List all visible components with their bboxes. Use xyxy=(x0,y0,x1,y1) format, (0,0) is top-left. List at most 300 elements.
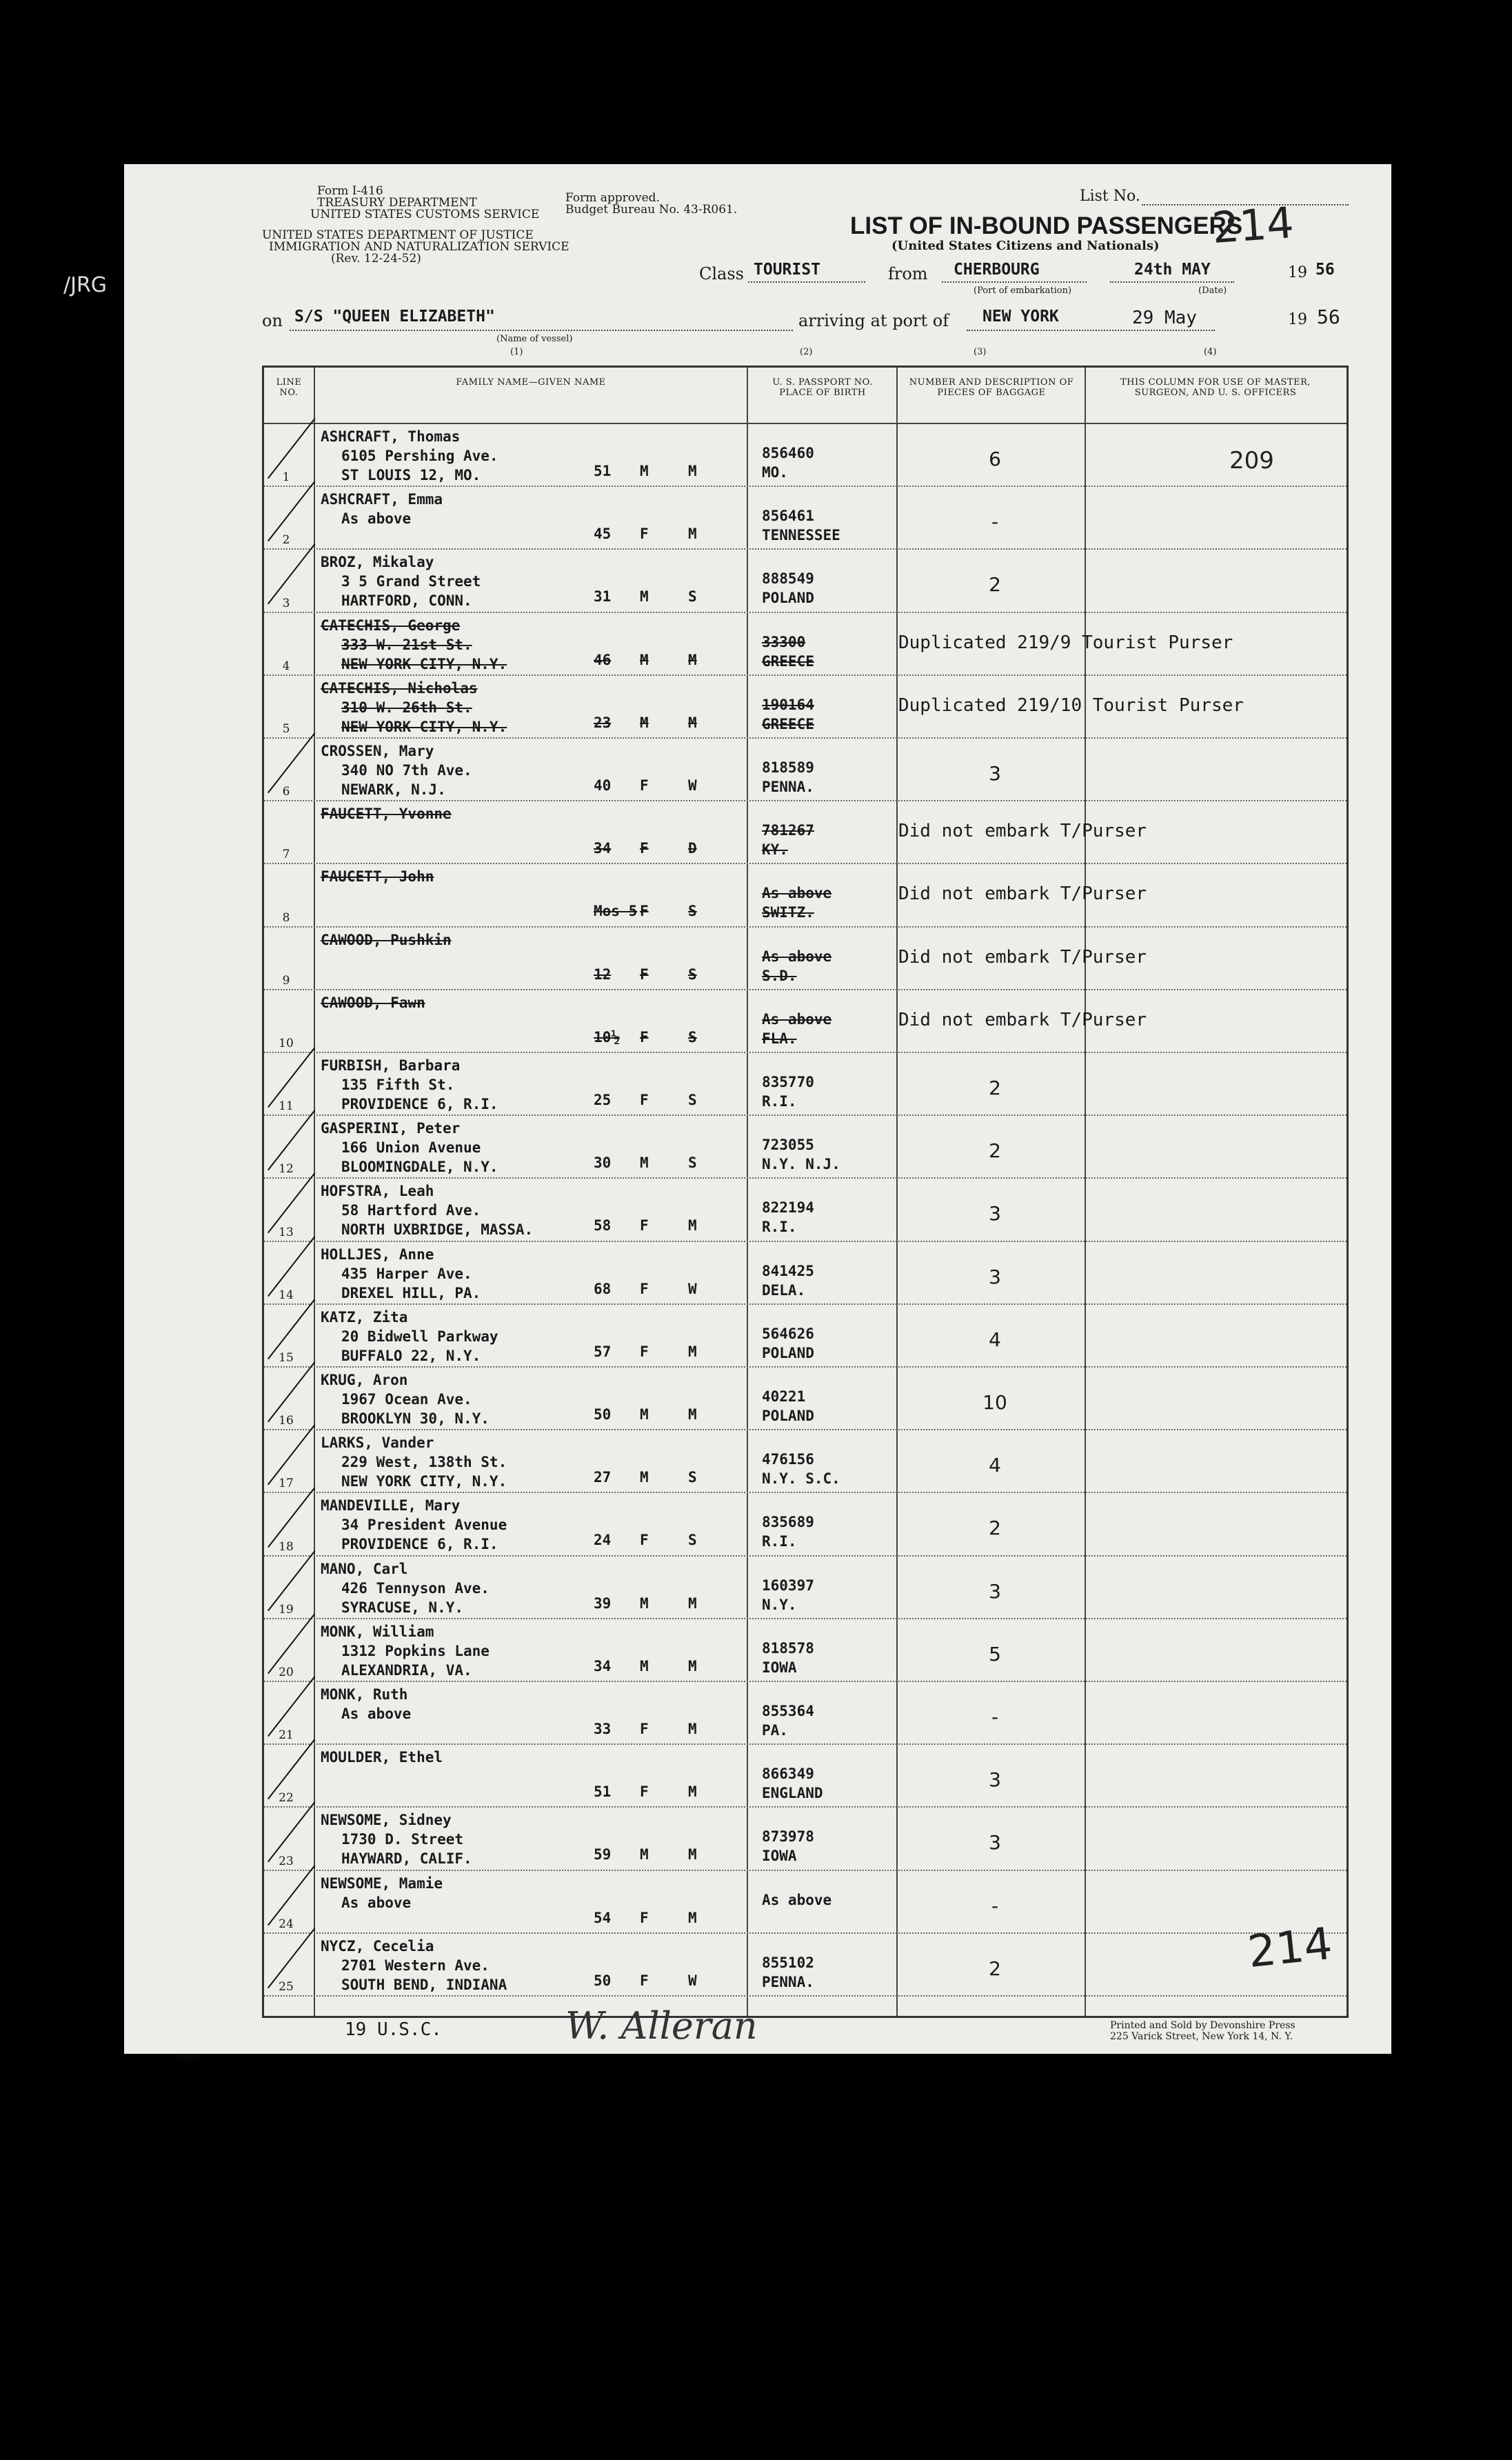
place-of-birth: R.I. xyxy=(762,1533,797,1550)
passport-birthplace xyxy=(762,947,831,986)
sex: M xyxy=(640,1594,649,1612)
checkmark-slash xyxy=(268,1173,315,1234)
sex: F xyxy=(640,1280,649,1297)
marital-status: M xyxy=(688,1594,697,1612)
age: 45 xyxy=(594,526,612,543)
baggage-count: 3 xyxy=(989,1202,1001,1226)
sex: F xyxy=(640,1783,649,1801)
baggage-count: - xyxy=(991,510,999,534)
baggage-count: 2 xyxy=(989,1517,1001,1540)
address-line-2: SOUTH BEND, INDIANA xyxy=(341,1976,507,1993)
passport-birthplace xyxy=(762,1261,814,1300)
col-num-4: (4) xyxy=(1204,347,1217,357)
passport-number: 564626 xyxy=(762,1325,814,1342)
passport-number: As above xyxy=(762,885,832,902)
passenger-name: FURBISH, Barbara xyxy=(321,1057,461,1074)
line-number: 24 xyxy=(279,1917,294,1931)
sex: M xyxy=(640,1657,649,1674)
age: 24 xyxy=(594,1532,612,1549)
document-subtitle: (United States Citizens and Nationals) xyxy=(891,239,1160,253)
passenger-name: CROSSEN, Mary xyxy=(321,743,434,759)
sex: F xyxy=(640,1532,649,1549)
address-line-1: 310 W. 26th St. xyxy=(341,699,472,716)
address-line-1: As above xyxy=(341,1894,412,1911)
passport-birthplace xyxy=(762,569,814,608)
passport-birthplace xyxy=(762,1450,840,1488)
marital-status: S xyxy=(688,1532,697,1549)
table-row xyxy=(264,1743,1347,1806)
checkmark-slash xyxy=(268,1802,315,1863)
marital-status: M xyxy=(688,526,697,543)
passenger-name: KATZ, Zita xyxy=(321,1308,408,1326)
line-number: 16 xyxy=(279,1414,294,1428)
passenger-name: FAUCETT, Yvonne xyxy=(321,806,452,823)
address-line-2: BLOOMINGDALE, N.Y. xyxy=(341,1159,498,1176)
line-number: 7 xyxy=(282,848,290,862)
marital-status: M xyxy=(688,1343,697,1360)
sex: M xyxy=(640,1469,649,1486)
place-of-birth: N.Y. N.J. xyxy=(762,1156,840,1173)
passport-birthplace xyxy=(762,443,814,482)
line-number: 22 xyxy=(279,1791,294,1806)
marital-status: M xyxy=(688,1217,697,1234)
stamp-209: 209 xyxy=(1229,447,1274,474)
place-of-birth: N.Y. xyxy=(762,1596,797,1613)
table-row xyxy=(264,674,1347,737)
checkmark-slash xyxy=(268,418,315,479)
marital-status: D xyxy=(688,840,697,857)
address-line-1: 20 Bidwell Parkway xyxy=(341,1328,498,1345)
col-line-no: LINE NO. xyxy=(276,377,302,398)
form-number: Form I-416 xyxy=(317,184,383,198)
passport-birthplace xyxy=(762,1639,814,1677)
passenger-name-address xyxy=(321,616,507,674)
address-line-1: 1730 D. Street xyxy=(341,1831,464,1848)
baggage-count: - xyxy=(991,1894,999,1917)
marital-status: S xyxy=(688,903,697,920)
passport-number: 822194 xyxy=(762,1199,814,1217)
line-number: 13 xyxy=(279,1225,294,1239)
passenger-name-address xyxy=(321,1119,498,1177)
passenger-name-address xyxy=(321,427,498,485)
passenger-table xyxy=(262,366,1349,2018)
passenger-name: NYCZ, Cecelia xyxy=(321,1937,434,1954)
place-of-birth: KY. xyxy=(762,841,788,859)
checkmark-slash xyxy=(268,1488,315,1548)
address-line-2: HAYWARD, CALIF. xyxy=(341,1850,472,1868)
passenger-name: NEWSOME, Mamie xyxy=(321,1874,443,1892)
marital-status: M xyxy=(688,463,697,479)
passenger-name-address xyxy=(321,804,452,823)
passport-number: 723055 xyxy=(762,1137,814,1154)
passenger-name: ASHCRAFT, Thomas xyxy=(321,428,461,445)
table-row xyxy=(264,486,1347,548)
line-number: 9 xyxy=(282,973,290,988)
passenger-name-address xyxy=(321,930,452,950)
sex: M xyxy=(640,1406,649,1423)
age: 25 xyxy=(594,1092,612,1108)
sex: M xyxy=(640,714,649,731)
table-row xyxy=(264,863,1347,926)
table-row xyxy=(264,1114,1347,1177)
baggage-count: 2 xyxy=(989,1077,1001,1099)
address-line-2: NEW YORK CITY, N.Y. xyxy=(341,1473,507,1490)
passenger-name-address xyxy=(321,1810,472,1868)
arrival-port: NEW YORK xyxy=(982,308,1059,326)
table-row xyxy=(264,989,1347,1052)
passenger-name: MONK, William xyxy=(321,1623,434,1640)
passenger-name-address xyxy=(321,1496,507,1554)
officer-remark: Duplicated 219/10 Tourist Purser xyxy=(898,694,1244,716)
col-num-2: (2) xyxy=(800,347,813,357)
checkmark-slash xyxy=(268,1676,315,1737)
passport-birthplace xyxy=(762,883,831,922)
passport-birthplace xyxy=(762,1890,831,1910)
age: 12 xyxy=(594,966,612,983)
passenger-name: MANO, Carl xyxy=(321,1560,408,1577)
sex: F xyxy=(640,1092,649,1108)
address-line-1: 135 Fifth St. xyxy=(341,1077,455,1093)
checkmark-slash xyxy=(268,1425,315,1486)
passport-birthplace xyxy=(762,1010,831,1048)
line-number: 1 xyxy=(282,470,290,485)
line-number: 19 xyxy=(279,1602,294,1617)
age: 34 xyxy=(594,840,612,857)
line-number: 2 xyxy=(282,533,290,548)
passenger-name: ASHCRAFT, Emma xyxy=(321,491,443,508)
line-number: 6 xyxy=(282,785,290,799)
sex: M xyxy=(640,588,649,606)
passenger-name-address xyxy=(321,1559,490,1617)
line-number: 10 xyxy=(279,1036,294,1050)
age: 54 xyxy=(594,1909,612,1926)
passenger-name: CATECHIS, Nicholas xyxy=(321,679,478,697)
passport-number: 841425 xyxy=(762,1262,814,1279)
printer-line-1: Printed and Sold by Devonshire Press xyxy=(1110,2020,1296,2031)
passenger-name: MANDEVILLE, Mary xyxy=(321,1497,461,1514)
year-2: 56 xyxy=(1317,306,1340,328)
address-line-2: PROVIDENCE 6, R.I. xyxy=(341,1096,498,1112)
passport-birthplace xyxy=(762,1198,814,1237)
year-1: 56 xyxy=(1316,261,1335,279)
marital-status: M xyxy=(688,714,697,731)
line-number: 14 xyxy=(279,1288,294,1302)
checkmark-slash xyxy=(268,544,315,605)
address-line-1: As above xyxy=(341,1706,412,1722)
passport-number: 476156 xyxy=(762,1451,814,1468)
checkmark-slash xyxy=(268,732,315,793)
address-line-2: NEWARK, N.J. xyxy=(341,781,446,798)
passenger-name-address xyxy=(321,1874,443,1912)
col-baggage: NUMBER AND DESCRIPTION OF PIECES OF BAGGAGE xyxy=(909,377,1074,398)
sex: M xyxy=(640,1846,649,1863)
sex: F xyxy=(640,966,649,983)
bottom-handwritten-number: 214 xyxy=(1245,1918,1335,1979)
passenger-name: CAWOOD, Fawn xyxy=(321,994,425,1011)
place-of-birth: N.Y. S.C. xyxy=(762,1470,840,1488)
table-row xyxy=(264,800,1347,863)
baggage-count: 3 xyxy=(989,762,1001,785)
age: 40 xyxy=(594,777,612,794)
passport-number: 873978 xyxy=(762,1828,814,1846)
passenger-name: FAUCETT, John xyxy=(321,868,434,886)
age: 31 xyxy=(594,588,612,606)
table-row xyxy=(264,612,1347,674)
checkmark-slash xyxy=(268,1550,315,1611)
place-of-birth: GREECE xyxy=(762,652,814,670)
on-label: on xyxy=(262,311,283,330)
passport-number: 835770 xyxy=(762,1074,814,1090)
marital-status: M xyxy=(688,651,697,668)
document-title: LIST OF IN-BOUND PASSENGERS xyxy=(850,212,1243,239)
table-row xyxy=(264,1052,1347,1114)
passport-number: 866349 xyxy=(762,1766,814,1783)
passport-birthplace xyxy=(762,1072,814,1111)
marital-status: S xyxy=(688,588,697,606)
checkmark-slash xyxy=(268,1110,315,1171)
passport-number: 818589 xyxy=(762,759,814,776)
age: 59 xyxy=(594,1846,612,1863)
year-prefix-1: 19 xyxy=(1288,264,1307,281)
passenger-name-address xyxy=(321,867,434,886)
address-line-1: 6105 Pershing Ave. xyxy=(341,448,498,464)
line-number: 5 xyxy=(282,721,290,736)
marital-status: M xyxy=(688,1846,697,1863)
place-of-birth: PA. xyxy=(762,1722,788,1739)
sex: F xyxy=(640,526,649,543)
line-number: 12 xyxy=(279,1162,294,1177)
table-row xyxy=(264,737,1347,800)
passport-birthplace xyxy=(762,1512,814,1551)
sex: M xyxy=(640,463,649,479)
passenger-name: MONK, Ruth xyxy=(321,1686,408,1703)
age: 46 xyxy=(594,651,612,668)
passport-number: 781267 xyxy=(762,822,814,839)
marital-status: W xyxy=(688,777,697,794)
baggage-count: 3 xyxy=(989,1265,1001,1288)
sex: F xyxy=(640,1028,649,1046)
place-of-birth: ENGLAND xyxy=(762,1785,823,1802)
marital-status: W xyxy=(688,1280,697,1297)
embarkation-date: 24th MAY xyxy=(1134,261,1211,279)
passenger-name: HOFSTRA, Leah xyxy=(321,1183,434,1200)
table-row xyxy=(264,1492,1347,1554)
budget-bureau: Budget Bureau No. 43-R061. xyxy=(565,203,738,217)
marital-status: S xyxy=(688,966,697,983)
passport-number: 190164 xyxy=(762,696,814,713)
baggage-count: 4 xyxy=(989,1328,1001,1351)
justice-department: UNITED STATES DEPARTMENT OF JUSTICE xyxy=(262,228,534,242)
passport-birthplace xyxy=(762,1324,814,1363)
passport-number: 835689 xyxy=(762,1514,814,1531)
place-of-birth: MO. xyxy=(762,464,788,481)
sex: F xyxy=(640,1217,649,1234)
marital-status: S xyxy=(688,1469,697,1486)
officer-remark: Did not embark T/Purser xyxy=(898,946,1147,968)
age: 10½ xyxy=(594,1028,620,1046)
address-line-2: NEW YORK CITY, N.Y. xyxy=(341,655,507,672)
table-row xyxy=(264,1806,1347,1869)
col-officers: THIS COLUMN FOR USE OF MASTER, SURGEON, AND U. S. OFFICERS xyxy=(1120,377,1311,398)
address-line-1: 333 W. 21st St. xyxy=(341,636,472,653)
margin-initials: /JRG xyxy=(63,273,108,297)
checkmark-slash xyxy=(268,1047,315,1108)
address-line-2: PROVIDENCE 6, R.I. xyxy=(341,1536,498,1553)
age: 51 xyxy=(594,463,612,479)
passport-birthplace xyxy=(762,1764,823,1803)
baggage-count: 2 xyxy=(989,1139,1001,1163)
passport-birthplace xyxy=(762,1827,814,1866)
list-number: 214 xyxy=(1210,197,1296,254)
address-line-1: 1967 Ocean Ave. xyxy=(341,1391,472,1408)
passport-birthplace xyxy=(762,1576,814,1614)
passport-number: 888549 xyxy=(762,570,814,588)
baggage-count: 6 xyxy=(989,448,1001,470)
vessel-caption: (Name of vessel) xyxy=(496,334,573,344)
passport-number: 855102 xyxy=(762,1954,814,1971)
place-of-birth: TENNESSEE xyxy=(762,527,840,544)
officer-remark: Did not embark T/Purser xyxy=(898,821,1147,842)
table-row xyxy=(264,926,1347,989)
officer-remark: Did not embark T/Purser xyxy=(898,883,1147,905)
officer-signature: W. Alleran xyxy=(565,2004,758,2048)
port-embarkation-caption: (Port of embarkation) xyxy=(974,286,1072,296)
address-line-1: As above xyxy=(341,510,412,528)
baggage-count: 3 xyxy=(989,1831,1001,1854)
marital-status: W xyxy=(688,1972,697,1989)
year-prefix-2: 19 xyxy=(1288,311,1307,328)
line-number: 25 xyxy=(279,1979,294,1994)
address-line-1: 1312 Popkins Lane xyxy=(341,1642,490,1659)
sex: F xyxy=(640,1343,649,1360)
marital-status: S xyxy=(688,1092,697,1108)
checkmark-slash xyxy=(268,1299,315,1359)
passenger-manifest-page xyxy=(63,164,1391,2054)
marital-status: M xyxy=(688,1783,697,1801)
place-of-birth: PENNA. xyxy=(762,779,814,795)
treasury-department: TREASURY DEPARTMENT xyxy=(317,196,477,210)
passport-number: 33300 xyxy=(762,633,806,650)
passenger-name-address xyxy=(321,1245,481,1303)
baggage-count: 2 xyxy=(989,573,1001,597)
age: 34 xyxy=(594,1657,612,1674)
passport-birthplace xyxy=(762,632,814,671)
passenger-name: GASPERINI, Peter xyxy=(321,1120,461,1137)
sex: F xyxy=(640,1721,649,1737)
immigration-service: IMMIGRATION AND NATURALIZATION SERVICE xyxy=(269,240,569,254)
sex: F xyxy=(640,1972,649,1989)
port-of-embarkation: CHERBOURG xyxy=(954,261,1040,279)
place-of-birth: R.I. xyxy=(762,1093,797,1110)
table-row xyxy=(264,1681,1347,1743)
checkmark-slash xyxy=(268,1361,315,1422)
baggage-count: 3 xyxy=(989,1768,1001,1792)
baggage-count: - xyxy=(991,1706,999,1728)
footer-law: 19 U.S.C. xyxy=(345,2019,442,2040)
age: 58 xyxy=(594,1217,612,1234)
passenger-name-address xyxy=(321,1370,490,1428)
passport-birthplace xyxy=(762,506,840,545)
address-line-2: BUFFALO 22, N.Y. xyxy=(341,1347,481,1364)
address-line-2: BROOKLYN 30, N.Y. xyxy=(341,1410,490,1427)
age: 27 xyxy=(594,1469,612,1486)
col-num-3: (3) xyxy=(974,347,987,357)
passenger-name: CATECHIS, George xyxy=(321,617,461,634)
passenger-name: BROZ, Mikalay xyxy=(321,554,434,571)
marital-status: M xyxy=(688,1721,697,1737)
baggage-count: 10 xyxy=(982,1391,1007,1414)
address-line-2: NORTH UXBRIDGE, MASSA. xyxy=(341,1221,534,1239)
place-of-birth: GREECE xyxy=(762,715,814,732)
table-row xyxy=(264,1177,1347,1240)
place-of-birth: IOWA xyxy=(762,1659,797,1676)
address-line-1: 3 5 Grand Street xyxy=(341,573,481,590)
table-row xyxy=(264,1241,1347,1303)
passenger-name: MOULDER, Ethel xyxy=(321,1749,443,1766)
sex: M xyxy=(640,651,649,668)
address-line-1: 34 President Avenue xyxy=(341,1517,507,1534)
checkmark-slash xyxy=(268,481,315,542)
age: 33 xyxy=(594,1721,612,1737)
address-line-2: ST LOUIS 12, MO. xyxy=(341,467,481,483)
passenger-name-address xyxy=(321,1748,443,1767)
passenger-name-address xyxy=(321,1937,507,1994)
checkmark-slash xyxy=(268,1865,315,1926)
sex: F xyxy=(640,1909,649,1926)
place-of-birth: S.D. xyxy=(762,967,797,984)
table-row xyxy=(264,548,1347,611)
class-label: Class xyxy=(699,264,744,283)
age: 51 xyxy=(594,1783,612,1801)
baggage-count: 3 xyxy=(989,1579,1001,1603)
age: 50 xyxy=(594,1972,612,1989)
address-line-1: 58 Hartford Ave. xyxy=(341,1202,481,1219)
form-approved: Form approved. xyxy=(565,191,660,205)
passport-birthplace xyxy=(762,1701,814,1740)
passport-number: 160397 xyxy=(762,1577,814,1594)
address-line-2: DREXEL HILL, PA. xyxy=(341,1284,481,1301)
marital-status: M xyxy=(688,1909,697,1926)
place-of-birth: DELA. xyxy=(762,1281,806,1299)
passport-number: 855364 xyxy=(762,1703,814,1719)
passenger-name: LARKS, Vander xyxy=(321,1434,434,1452)
passenger-name-address xyxy=(321,1056,498,1114)
form-revision: (Rev. 12-24-52) xyxy=(331,252,421,266)
address-line-1: 229 West, 138th St. xyxy=(341,1454,507,1471)
passport-number: 856461 xyxy=(762,508,814,525)
line-number: 11 xyxy=(279,1099,294,1114)
passenger-name-address xyxy=(321,1433,507,1491)
place-of-birth: FLA. xyxy=(762,1030,797,1047)
passenger-name-address xyxy=(321,1622,490,1680)
passport-number: 40221 xyxy=(762,1388,806,1405)
age: 50 xyxy=(594,1406,612,1423)
sex: M xyxy=(640,1154,649,1172)
arrival-date: 29 May xyxy=(1132,308,1197,328)
checkmark-slash xyxy=(268,1613,315,1674)
address-line-2: SYRACUSE, N.Y. xyxy=(341,1599,464,1616)
baggage-count: 4 xyxy=(989,1454,1001,1477)
passport-birthplace xyxy=(762,758,814,797)
line-number: 21 xyxy=(279,1728,294,1743)
address-line-1: 2701 Western Ave. xyxy=(341,1957,490,1974)
age: 57 xyxy=(594,1343,612,1360)
baggage-count: 5 xyxy=(989,1642,1001,1666)
baggage-count: 2 xyxy=(989,1957,1001,1980)
passport-birthplace xyxy=(762,695,814,734)
table-row xyxy=(264,423,1347,486)
printer-line-2: 225 Varick Street, New York 14, N. Y. xyxy=(1110,2031,1293,2042)
